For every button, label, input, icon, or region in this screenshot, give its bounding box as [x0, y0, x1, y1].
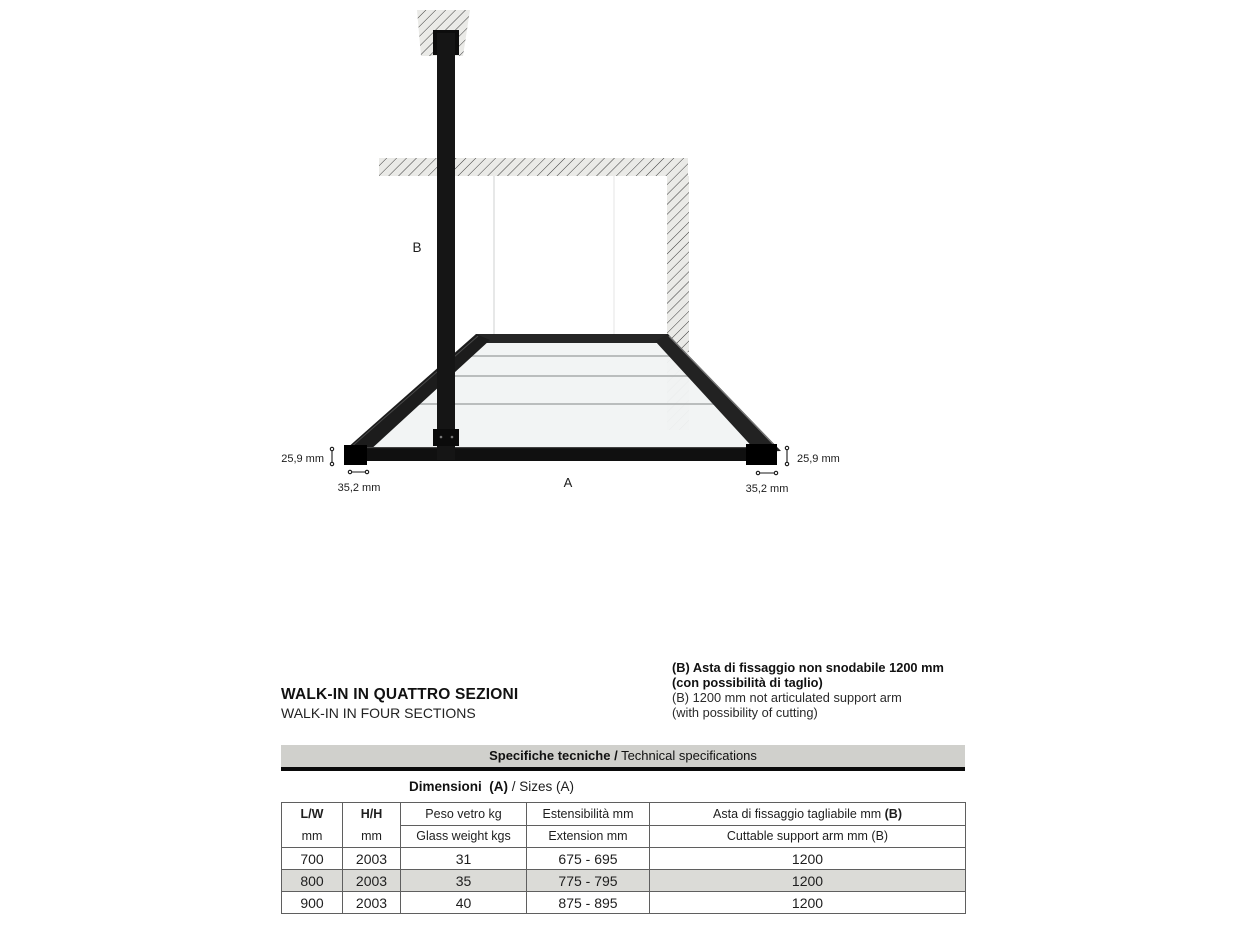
- spec-cell: 1200: [650, 870, 966, 892]
- dim-label-profile-left: 25,9 mm: [281, 453, 324, 465]
- spec-cell: 775 - 795: [527, 870, 650, 892]
- note-line-en-1: (B) 1200 mm not articulated support arm: [672, 690, 902, 705]
- spec-title-regular: Technical specifications: [617, 748, 757, 763]
- spec-cell: 1200: [650, 892, 966, 914]
- spec-title-bold: Specifiche tecniche /: [489, 748, 618, 763]
- col-header-extension-it: Estensibilità mm: [527, 803, 650, 826]
- spec-cell: 35: [401, 870, 527, 892]
- spec-cell: 31: [401, 848, 527, 870]
- spec-cell: 40: [401, 892, 527, 914]
- col-header-hh-it: H/H: [360, 807, 383, 821]
- product-title-block: [281, 685, 518, 722]
- end-cap-right: [746, 444, 777, 465]
- spec-cell: 800: [282, 870, 343, 892]
- support-arm-bar: [437, 33, 455, 460]
- bracket-screw: [440, 436, 443, 439]
- col-header-lw-en: mm: [301, 829, 323, 843]
- dim-label-profile-right: 25,9 mm: [797, 453, 840, 465]
- wall-hatch-right: [667, 176, 689, 352]
- col-header-arm-it-bold: (B): [884, 806, 902, 821]
- support-arm-note: [672, 660, 982, 720]
- wall-hatch-top: [379, 158, 688, 176]
- end-cap-left: [344, 445, 367, 465]
- col-header-weight-en: Glass weight kgs: [401, 825, 527, 848]
- col-header-hh-en: mm: [361, 829, 382, 843]
- spec-table-title-bar: [281, 745, 965, 767]
- col-header-arm-it-text: Asta di fissaggio tagliabile mm: [713, 806, 885, 821]
- bracket-screw: [451, 436, 454, 439]
- col-header-hh: [343, 803, 401, 848]
- note-line-en-2: (with possibility of cutting): [672, 705, 818, 720]
- dimensions-label: [281, 771, 965, 802]
- col-header-arm-it: [650, 803, 966, 826]
- dim-label-cap-left: 35,2 mm: [337, 482, 381, 494]
- spec-row: [282, 848, 966, 870]
- col-header-arm-en: Cuttable support arm mm (B): [650, 825, 966, 848]
- spec-cell: 2003: [343, 848, 401, 870]
- spec-row: [282, 892, 966, 914]
- col-header-extension-en: Extension mm: [527, 825, 650, 848]
- spec-table-section: [281, 745, 965, 914]
- dimensions-label-bold: Dimensioni (A): [409, 779, 512, 794]
- dimensions-label-regular: / Sizes (A): [511, 779, 575, 794]
- spec-header-row-it: [282, 803, 966, 826]
- frame-back-rail: [473, 334, 671, 343]
- spec-cell: 2003: [343, 870, 401, 892]
- col-header-lw-it: L/W: [300, 807, 324, 821]
- dim-label-cap-right: 35,2 mm: [745, 483, 789, 495]
- spec-cell: 675 - 695: [527, 848, 650, 870]
- spec-cell: 1200: [650, 848, 966, 870]
- note-line-it-1: (B) Asta di fissaggio non snodabile 1200 mm: [672, 660, 944, 675]
- col-header-weight-it: Peso vetro kg: [401, 803, 527, 826]
- product-title-en: WALK-IN IN FOUR SECTIONS: [281, 705, 476, 721]
- note-line-it-2: (con possibilità di taglio): [672, 675, 823, 690]
- spec-cell: 2003: [343, 892, 401, 914]
- dim-label-width-a: A: [563, 475, 573, 490]
- product-title-it: WALK-IN IN QUATTRO SEZIONI: [281, 686, 519, 703]
- arm-bottom-bracket: [433, 429, 459, 446]
- spec-cell: 900: [282, 892, 343, 914]
- col-header-lw: [282, 803, 343, 848]
- frame-front-rail: [345, 447, 777, 461]
- spec-cell: 700: [282, 848, 343, 870]
- dim-label-arm-b: B: [412, 240, 422, 255]
- spec-table: [281, 802, 966, 914]
- spec-row: [282, 870, 966, 892]
- spec-cell: 875 - 895: [527, 892, 650, 914]
